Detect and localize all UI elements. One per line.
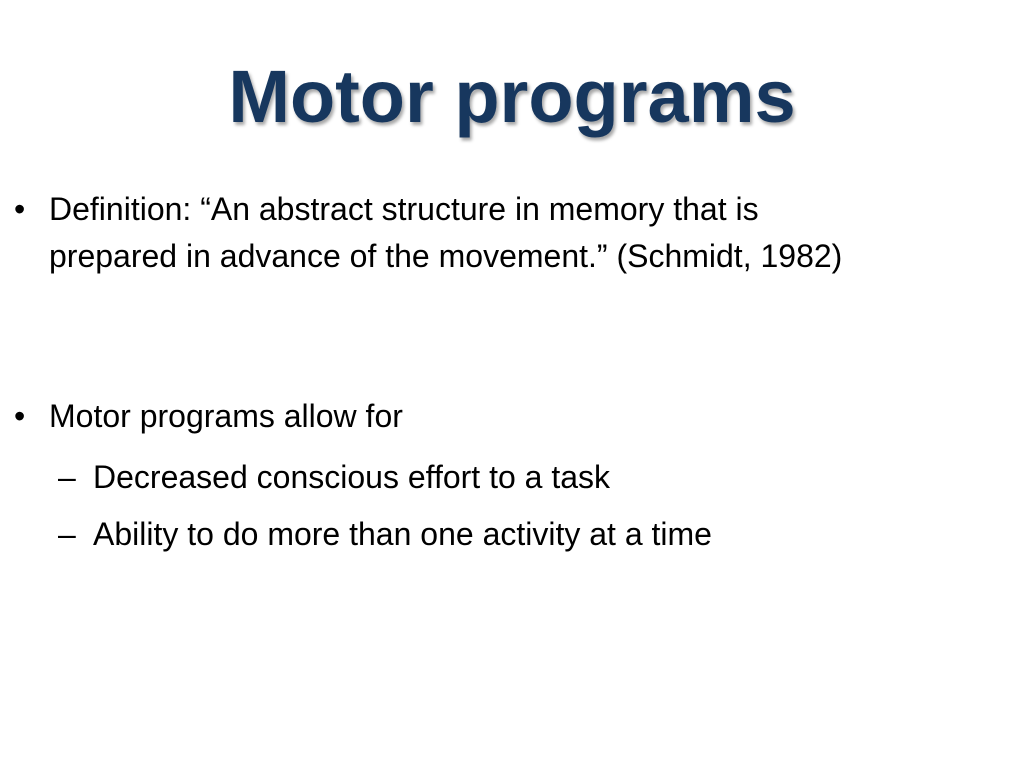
sub-bullet-decreased-effort [58,454,958,501]
slide-title: Motor programs [228,55,796,138]
bullet-text: Motor programs allow for [49,398,403,434]
sub-bullet-marker: – [58,459,76,495]
sub-bullet-text: Decreased conscious effort to a task [93,459,611,495]
sub-bullet-text: Ability to do more than one activity at a time [93,516,712,552]
bullet-marker: • [14,398,26,434]
bullet-marker: • [14,191,26,227]
bullet-motor-programs [14,393,894,440]
slide-body [0,186,1024,746]
bullet-definition [14,186,894,280]
sub-bullet-marker: – [58,516,76,552]
bullet-text: Definition: “An abstract structure in memory that is prepared in advance of the movement.” (Schmidt, 1982) [49,191,843,274]
sub-bullet-multitask [58,511,958,558]
